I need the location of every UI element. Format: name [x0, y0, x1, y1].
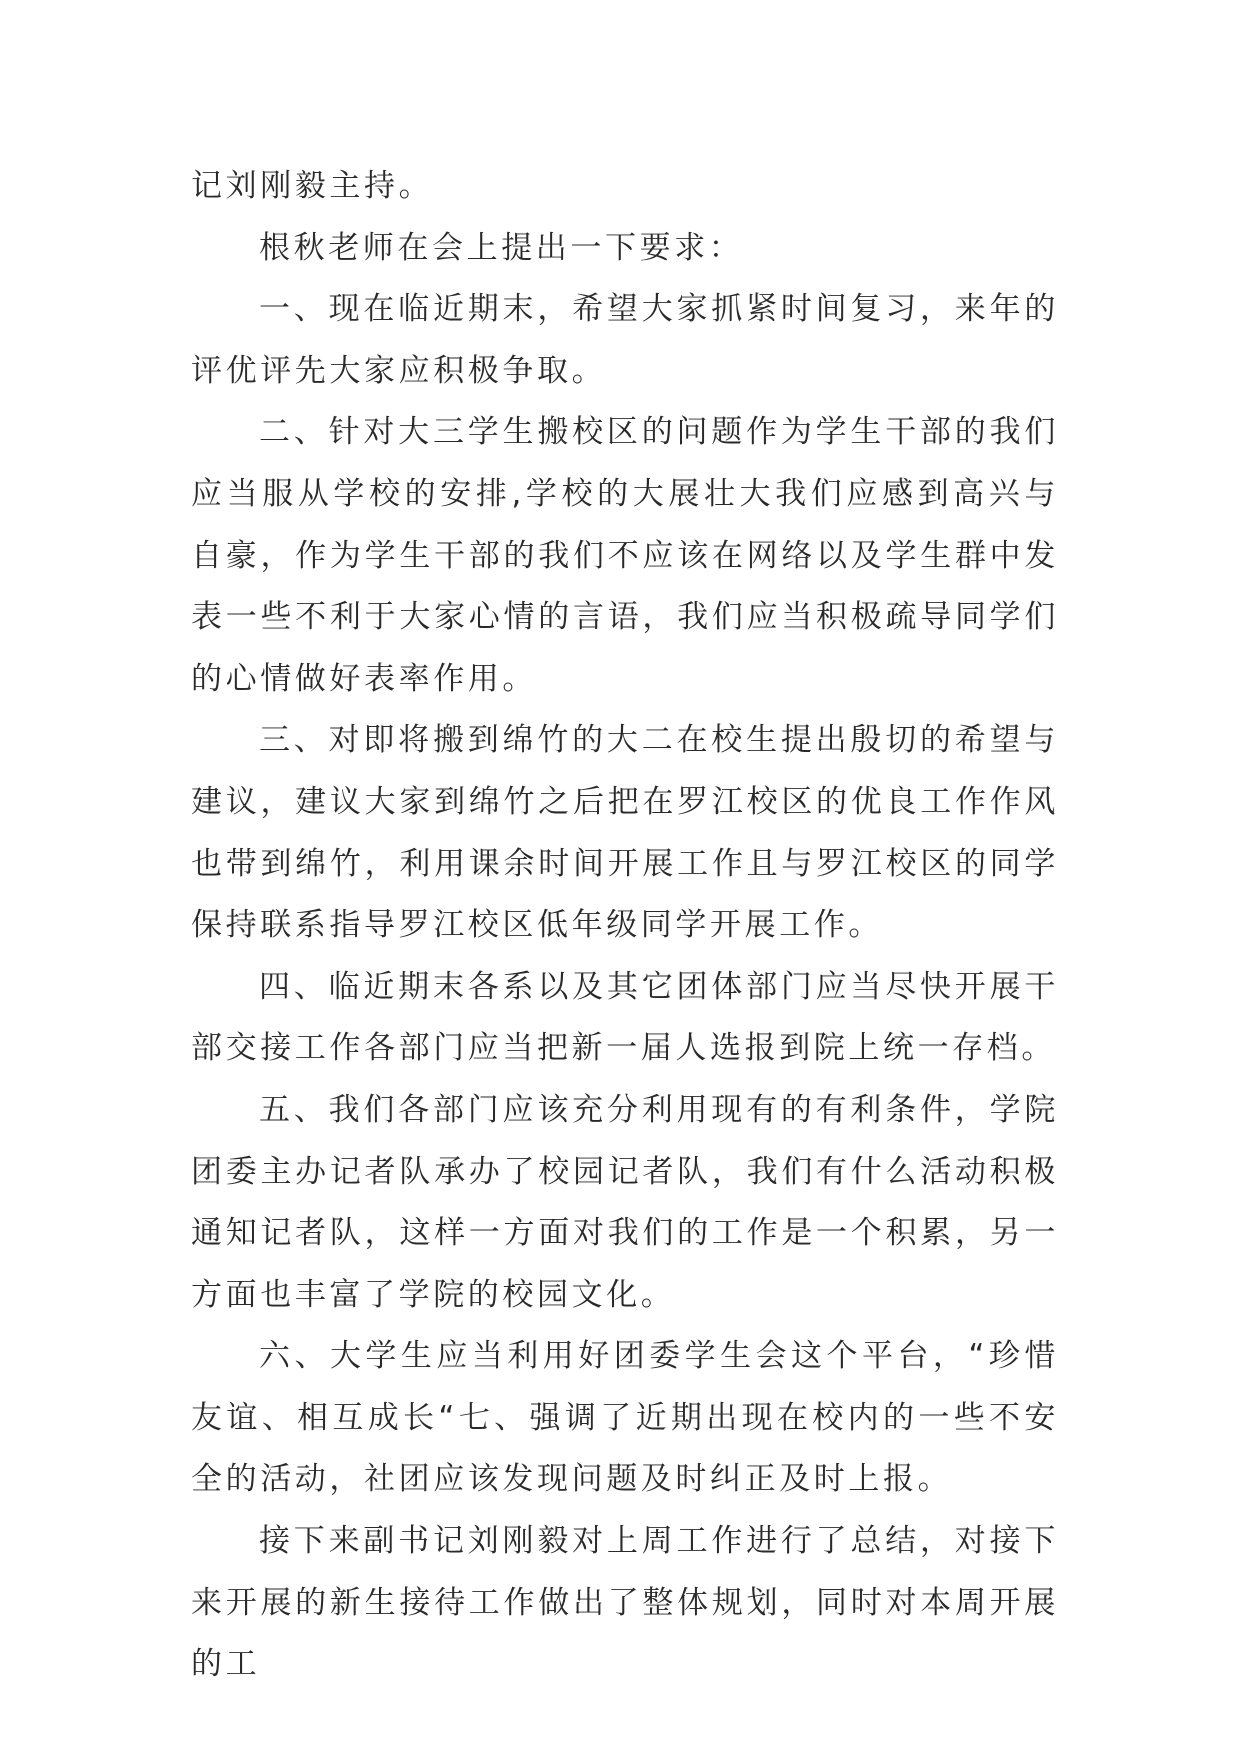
document-body	[191, 156, 1059, 1696]
paragraph-item-6-7: 六、大学生应当利用好团委学生会这个平台，“珍惜友谊、相互成长“七、强调了近期出现在校内的一些不安全的活动，社团应该发现问题及时纠正及时上报。	[191, 1338, 1059, 1498]
paragraph-item-2: 二、针对大三学生搬校区的问题作为学生干部的我们应当服从学校的安排,学校的大展壮大我们应感到高兴与自豪，作为学生干部的我们不应该在网络以及学生群中发表一些不利于大家心情的言语，我们应当积极疏导同学们的心情做好表率作用。	[191, 414, 1059, 697]
paragraph-summary: 接下来副书记刘刚毅对上周工作进行了总结，对接下来开展的新生接待工作做出了整体规划，同时对本周开展的工	[191, 1523, 1059, 1683]
paragraph-continuation: 记刘刚毅主持。	[191, 168, 434, 204]
paragraph-item-1: 一、现在临近期末，希望大家抓紧时间复习，来年的评优评先大家应积极争取。	[191, 291, 1059, 389]
paragraph-item-4: 四、临近期末各系以及其它团体部门应当尽快开展干部交接工作各部门应当把新一届人选报到院上统一存档。	[191, 968, 1059, 1067]
paragraph-item-3: 三、对即将搬到绵竹的大二在校生提出殷切的希望与建议，建议大家到绵竹之后把在罗江校区的优良工作作风也带到绵竹，利用课余时间开展工作且与罗江校区的同学保持联系指导罗江校区低年级同学开展工作。	[191, 722, 1059, 944]
paragraph-requirements-intro: 根秋老师在会上提出一下要求：	[259, 229, 744, 266]
paragraph-item-5: 五、我们各部门应该充分利用现有的有利条件，学院团委主办记者队承办了校园记者队，我们有什么活动积极通知记者队，这样一方面对我们的工作是一个积累，另一方面也丰富了学院的校园文化。	[191, 1091, 1059, 1313]
